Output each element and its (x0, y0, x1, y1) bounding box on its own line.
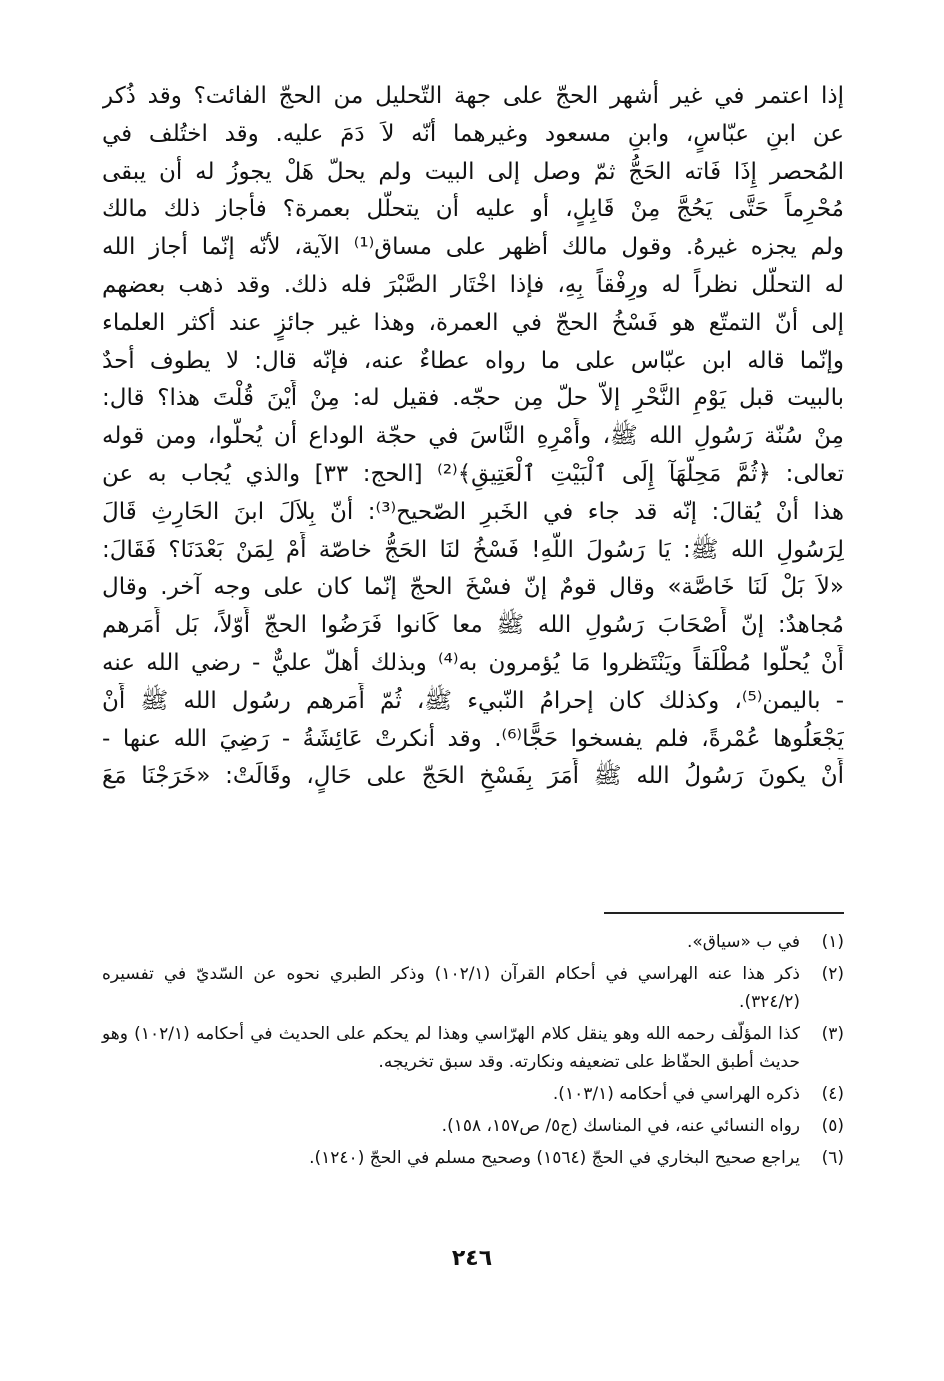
footnote-text: يراجع صحيح البخاري في الحجّ (١٥٦٤) وصحيح مسلم في الحجّ (١٢٤٠). (309, 1148, 800, 1168)
footnote-text: ذكر هذا عنه الهراسي في أحكام القرآن (١٠٢/١) وذكر الطبري نحوه عن السّديّ في تفسيره (٣٢٤/٢). (102, 964, 800, 1012)
body-line: - باليمن⁽⁵⁾، وكذلك كان إحرامُ النّبيء ﷺ، ثُمّ أَمَرهم رسُول الله ﷺ أَنْ (102, 687, 844, 714)
footnote-text: كذا المؤلّف رحمه الله وهو ينقل كلام الهرّاسي وهذا لم يحكم على الحديث في أحكامه (١٠٢/١) وهو حديث أطبق الحفّاظ على تضعيفه ونكارته. وقد سبق تخريجه. (102, 1024, 800, 1072)
footnote-number: (١) (821, 932, 844, 952)
body-line: مُحْرِماً حَتَّى يَحُجَّ مِنْ قَابِلٍ، أو عليه أن يتحلّل بعمرة؟ فأجاز ذلك مالك (102, 196, 844, 223)
footnote-number: (٦) (821, 1148, 844, 1168)
footnote-text: رواه النسائي عنه، في المناسك (ج٥/ ص١٥٧، ١٥٨). (441, 1116, 800, 1136)
body-line: له التحلّل نظراً له ورِفْقاً بِهِ، فإذا اخْتَار الصَّبْرَ فله ذلك. وقد ذهب بعضهم (102, 271, 844, 298)
footnote-number: (٤) (821, 1084, 844, 1104)
body-line: «لاَ بَلْ لَنَا خَاصَّة» وقال قومٌ إنّ فسْخَ الحجّ إنّما كان على وجه آخر. وقال (102, 574, 844, 601)
footnote-item (102, 1020, 844, 1076)
page-number: ٢٤٦ (451, 1246, 493, 1271)
body-line: أَنْ يكونَ رَسُولُ الله ﷺ أَمَرَ بِفَسْخِ الحَجّ على حَالٍ، وقَالَتْ: «خَرَجْنَا مَعَ (102, 763, 844, 790)
body-line: عن ابنِ عبّاسٍ، وابنِ مسعود وغيرهما أنّه لاَ دَمَ عليه. وقد اختُلف في (102, 120, 844, 147)
body-line: إلى أنّ التمتّع هو فَسْخُ الحجّ في العمرة، وهذا غير جائزٍ عند أكثر العلماء (102, 309, 844, 336)
body-line: مِنْ سُنّة رَسُولِ الله ﷺ، وأَمْرِهِ النَّاسَ في حجّة الوداع أن يُحلّوا، ومن قوله (102, 423, 844, 450)
body-line: أَنْ يُحلّوا مُطْلَقاً ويَنْتَظروا مَا يُؤمرون به⁽⁴⁾ وبذلك أهلّ عليٌّ - رضي الله عنه (102, 649, 844, 676)
footnote-item (102, 1080, 844, 1108)
footnote-text: في ب «سياق». (686, 932, 800, 952)
body-line: وإنّما قاله ابن عبّاس على ما رواه عطاءٌ عنه، فإنّه قال: لا يطوف أحدٌ (102, 347, 844, 374)
footnote-separator (604, 912, 844, 914)
footnote-number: (٣) (821, 1024, 844, 1044)
body-line: يَجْعَلُوها عُمْرةً، فلم يفسخوا حَجًّا⁽⁶⁾. وقد أنكرتْ عَائِشَةُ - رَضِيَ الله عنها - (102, 725, 844, 752)
footnote-item (102, 928, 844, 956)
footnotes-block (102, 928, 844, 1176)
body-line: تعالى: ﴿ثُمَّ مَحِلُّهَآ إِلَى ٱلْبَيْتِ ٱلْعَتِيقِ﴾⁽²⁾ [الحج: ٣٣] والذي يُجاب به عن (102, 460, 844, 487)
footnote-number: (٢) (821, 964, 844, 984)
body-line: هذا أنْ يُقالَ: إنّه قد جاء في الخَبرِ الصّحيح⁽³⁾: أنّ بِلاَلَ ابنَ الحَارِثِ قَالَ (102, 498, 844, 525)
body-line: ولم يجزه غيرهُ. وقول مالك أظهر على مساق⁽¹⁾ الآية، لأنّه إنّما أجاز الله (102, 234, 844, 261)
body-line: بالبيت قبل يَوْمِ النَّحْرِ إلاّ حلّ مِن حجّه. فقيل له: مِنْ أَيْنَ قُلْتَ هذا؟ قال: (102, 385, 844, 412)
body-line: إذا اعتمر في غير أشهر الحجّ على جهة التّحليل من الحجّ الفائت؟ وقد ذُكر (102, 83, 844, 109)
body-line: مُجاهدٌ: إنّ أَصْحَابَ رَسُولِ الله ﷺ معا كَانوا فَرَضُوا الحجّ أَوّلاً، بَل أَمَرهم (102, 612, 844, 639)
body-line: المُحصر إِذَا فَاته الحَجُّ ثمّ وصل إلى البيت ولم يحلّ هَلْ يجوزُ له أن يبقى (102, 158, 844, 185)
body-line: لِرَسُولِ الله ﷺ: يَا رَسُولَ اللَّهِ! فَسْخُ لنَا الحَجُّ خاصّة أَمْ لِمَنْ بَعْدَنَا؟ فَقَالَ: (102, 536, 844, 563)
footnote-number: (٥) (821, 1116, 844, 1136)
footnote-text: ذكره الهراسي في أحكامه (١٠٣/١). (552, 1084, 800, 1104)
footnote-item (102, 960, 844, 1016)
footnote-item (102, 1144, 844, 1172)
footnote-item (102, 1112, 844, 1140)
main-text-block (102, 78, 844, 796)
